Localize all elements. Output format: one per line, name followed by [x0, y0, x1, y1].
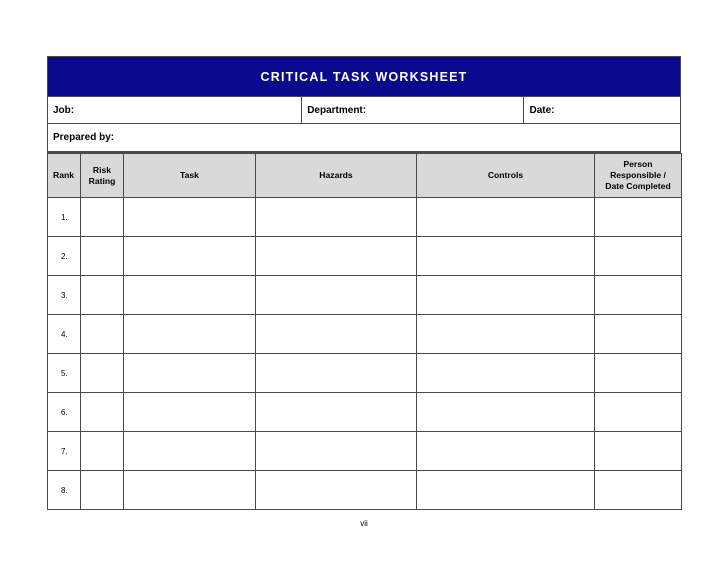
person-responsible-cell[interactable]: [595, 237, 682, 276]
person-responsible-cell[interactable]: [595, 354, 682, 393]
hazards-cell[interactable]: [256, 237, 417, 276]
job-field[interactable]: [48, 97, 301, 123]
column-header-rank: Rank: [48, 154, 81, 198]
risk-rating-cell[interactable]: [81, 432, 124, 471]
table-row: [48, 198, 682, 237]
person-responsible-cell[interactable]: [595, 432, 682, 471]
risk-rating-cell[interactable]: [81, 315, 124, 354]
job-label: Job:: [53, 104, 75, 116]
row-number: 4.: [48, 315, 81, 354]
column-header-task: Task: [124, 154, 256, 198]
date-label: Date:: [529, 104, 555, 116]
column-header-risk-rating: Risk Rating: [81, 154, 124, 198]
prepared-by-field[interactable]: [48, 124, 680, 151]
table-row: [48, 315, 682, 354]
controls-cell[interactable]: [417, 354, 595, 393]
table-row: [48, 354, 682, 393]
risk-rating-cell[interactable]: [81, 276, 124, 315]
row-number: 8.: [48, 471, 81, 510]
hazards-cell[interactable]: [256, 315, 417, 354]
task-cell[interactable]: [124, 432, 256, 471]
worksheet-title-bar: [47, 56, 681, 96]
person-responsible-cell[interactable]: [595, 471, 682, 510]
risk-rating-cell[interactable]: [81, 393, 124, 432]
worksheet-title: CRITICAL TASK WORKSHEET: [260, 69, 468, 84]
risk-rating-cell[interactable]: [81, 471, 124, 510]
task-cell[interactable]: [124, 315, 256, 354]
row-number: 1.: [48, 198, 81, 237]
row-number: 7.: [48, 432, 81, 471]
date-field[interactable]: [523, 97, 680, 123]
row-number: 5.: [48, 354, 81, 393]
controls-cell[interactable]: [417, 198, 595, 237]
table-row: [48, 237, 682, 276]
prepared-info-row: [47, 124, 681, 152]
hazards-cell[interactable]: [256, 276, 417, 315]
controls-cell[interactable]: [417, 315, 595, 354]
department-field[interactable]: [301, 97, 523, 123]
job-info-row: [47, 96, 681, 124]
column-header-hazards: Hazards: [256, 154, 417, 198]
person-responsible-cell[interactable]: [595, 315, 682, 354]
risk-rating-cell[interactable]: [81, 237, 124, 276]
row-number: 6.: [48, 393, 81, 432]
risk-rating-cell[interactable]: [81, 354, 124, 393]
person-responsible-cell[interactable]: [595, 393, 682, 432]
hazards-cell[interactable]: [256, 432, 417, 471]
critical-task-worksheet: [47, 56, 681, 510]
table-row: [48, 432, 682, 471]
hazards-cell[interactable]: [256, 354, 417, 393]
person-responsible-cell[interactable]: [595, 276, 682, 315]
table-header-row: [48, 154, 682, 198]
table-row: [48, 393, 682, 432]
row-number: 3.: [48, 276, 81, 315]
page-number: vii: [360, 519, 368, 528]
person-responsible-cell[interactable]: [595, 198, 682, 237]
column-header-person-responsible: Person Responsible / Date Completed: [595, 154, 682, 198]
hazards-cell[interactable]: [256, 198, 417, 237]
controls-cell[interactable]: [417, 471, 595, 510]
task-cell[interactable]: [124, 471, 256, 510]
risk-rating-cell[interactable]: [81, 198, 124, 237]
task-cell[interactable]: [124, 393, 256, 432]
column-header-controls: Controls: [417, 154, 595, 198]
table-row: [48, 471, 682, 510]
task-cell[interactable]: [124, 198, 256, 237]
row-number: 2.: [48, 237, 81, 276]
table-row: [48, 276, 682, 315]
task-cell[interactable]: [124, 237, 256, 276]
prepared-by-label: Prepared by:: [53, 132, 115, 143]
task-table: [47, 153, 682, 510]
hazards-cell[interactable]: [256, 393, 417, 432]
controls-cell[interactable]: [417, 432, 595, 471]
task-cell[interactable]: [124, 354, 256, 393]
department-label: Department:: [307, 104, 367, 116]
controls-cell[interactable]: [417, 276, 595, 315]
controls-cell[interactable]: [417, 237, 595, 276]
task-cell[interactable]: [124, 276, 256, 315]
hazards-cell[interactable]: [256, 471, 417, 510]
controls-cell[interactable]: [417, 393, 595, 432]
